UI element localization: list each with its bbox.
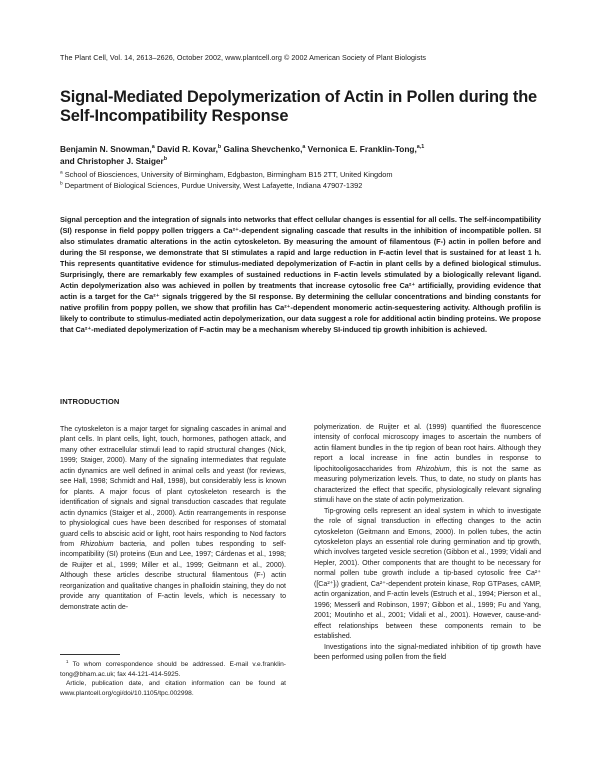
author-list	[60, 143, 530, 167]
paragraph	[314, 423, 541, 507]
author-name: Vernonica E. Franklin-Tong,	[305, 144, 417, 154]
author-name: Benjamin N. Snowman,	[60, 144, 152, 154]
paragraph-text: bacteria, and pollen tubes responding to self-incompatibility (SI) proteins (Eun and Lee, 1997; Cárdenas et al., 1998; de Ruijter et al., 1999; Miller et al., 1999; Geitmann et al., 2000). Although these articles describe structural filamentous (F-) actin reorganization and qualitative changes in phalloidin staining, they do not provide any quantitation of F-actin levels, which is necessary to demonstrate actin de-	[60, 540, 286, 611]
paragraph	[60, 425, 286, 613]
paragraph-text: polymerization. de Ruijter et al. (1999) quantified the fluorescence intensity of confocal microscopy images to ascertain the numbers of actin filament bundles in the tip region of bean root hairs. Although they report a local increase in fine actin bundles in response to lipochitooligosaccharides from	[314, 424, 541, 473]
body-column-right	[314, 423, 541, 663]
footnotes	[60, 660, 286, 698]
footnote-mark: 1	[66, 658, 69, 664]
footnote-divider	[60, 654, 120, 655]
species-name: Rhizobium	[416, 465, 450, 473]
paragraph-text: , this is not the same as measuring polymerization levels. Thus, to date, no study on plants has characterized the effect that specific, physiologically relevant signaling stimuli have on the state of actin polymerization.	[314, 465, 541, 505]
author-name: and Christopher J. Staiger	[60, 156, 164, 167]
author-name: Galina Shevchenko,	[221, 144, 303, 154]
running-head: The Plant Cell, Vol. 14, 2613–2626, October 2002, www.plantcell.org © 2002 American Society of Plant Biologists	[60, 53, 427, 62]
body-column-left	[60, 425, 286, 613]
footnote-article-info: Article, publication date, and citation information can be found at www.plantcell.org/cgi/doi/10.1105/tpc.002998.	[60, 680, 286, 697]
abstract: Signal perception and the integration of signals into networks that effect cellular changes is essential for all cells. The self-incompatibility (SI) response in field poppy pollen triggers a Ca²⁺-dependent signaling cascade that results in the inhibition of incompatible pollen. SI also stimulates dramatic alterations in the actin cytoskeleton. By measuring the amount of filamentous (F-) actin in pollen before and during the SI response, we demonstrate that SI stimulates a rapid and large reduction in F-actin level that is sustained for at least 1 h. This represents quantitative evidence for stimulus-mediated depolymerization of F-actin in plant cells by a defined biological stimulus. Surprisingly, there are remarkably few examples of sustained reductions in F-actin levels stimulated by a biologically relevant ligand. Actin depolymerization also was achieved in pollen by treatments that increase cytosolic free Ca²⁺ artificially, providing evidence that actin is a target for the Ca²⁺ signals triggered by the SI response. By determining the cellular concentrations and binding constants for native profilin from poppy pollen, we show that profilin has Ca²⁺-dependent monomeric actin-sequestering activity. Although profilin is likely to contribute to stimulus-mediated actin depolymerization, our data suggest a role for additional actin binding proteins. We propose that Ca²⁺-mediated depolymerization of F-actin may be a mechanism whereby SI-induced tip growth inhibition is achieved.	[60, 215, 541, 334]
author-affil-mark: a	[302, 144, 306, 151]
article-title: Signal-Mediated Depolymerization of Actin in Pollen during the Self-Incompatibility Response	[60, 88, 537, 125]
affiliation-text: School of Biosciences, University of Birmingham, Edgbaston, Birmingham B15 2TT, United Kingdom	[64, 170, 393, 179]
affiliation-b	[60, 181, 540, 191]
paragraph: Investigations into the signal-mediated inhibition of tip growth have been performed using pollen from the field	[314, 643, 541, 661]
footnote-text: To whom correspondence should be addressed. E-mail v.e.franklin-tong@bham.ac.uk; fax 44-121-414-5925.	[60, 661, 287, 678]
author-affil-mark: a,1	[416, 144, 425, 151]
section-heading-introduction: INTRODUCTION	[60, 397, 120, 406]
author-name: David R. Kovar,	[154, 144, 218, 154]
affiliation-text: Department of Biological Sciences, Purdue University, West Lafayette, Indiana 47907-1392	[64, 181, 363, 190]
author-affil-mark: a	[151, 144, 155, 151]
footnote-correspondence	[60, 660, 286, 679]
author-affil-mark: b	[217, 144, 222, 151]
paragraph: Tip-growing cells represent an ideal system in which to investigate the role of signal transduction in effecting changes to the actin cytoskeleton (Geitmann and Emons, 2000). In pollen tubes, the actin cytoskeleton plays an essential role during germination and tip growth, which involves targeted vesicle secretion (Gibbon et al., 1999; Vidali and Hepler, 2001). Other components that are thought to be necessary for normal pollen tube growth include a tip-based cytosolic free Ca²⁺ ([Ca²⁺]ᵢ) gradient, Ca²⁺-dependent protein kinase, Rop GTPases, cAMP, actin organization, and F-actin levels (Estruch et al., 1994; Pierson et al., 1996; Messerli and Robinson, 1997; Gibbon et al., 1999; Fu and Yang, 2001; Moutinho et al., 2001; Vidali et al., 2001). However, cause-and-effect relationships between these components remain to be established.	[314, 507, 541, 641]
author-affil-mark: b	[163, 156, 168, 163]
species-name: Rhizobium	[80, 540, 114, 548]
affiliation-a	[60, 170, 540, 180]
affiliation-mark: b	[60, 181, 63, 187]
paragraph-text: The cytoskeleton is a major target for signaling cascades in animal and plant cells. In plant cells, light, touch, hormones, pathogen attack, and many other extracellular stimuli lead to rapid structural changes (Nick, 1999; Staiger, 2000). Many of the signaling intermediates that regulate actin dynamics are well defined in animal cells and yeast (for reviews, see Hall, 1998; Schmidt and Hall, 1998), but considerably less is known for plants. A major focus of plant cytoskeleton research is the identification of signals and signal transduction cascades that regulate actin dynamics (Staiger et al., 2000). Actin rearrangements in response to physiological cues have been described for responses of stomatal guard cells to abscisic acid or light, root hairs responding to Nod factors from	[60, 426, 286, 548]
affiliation-mark: a	[60, 170, 63, 176]
